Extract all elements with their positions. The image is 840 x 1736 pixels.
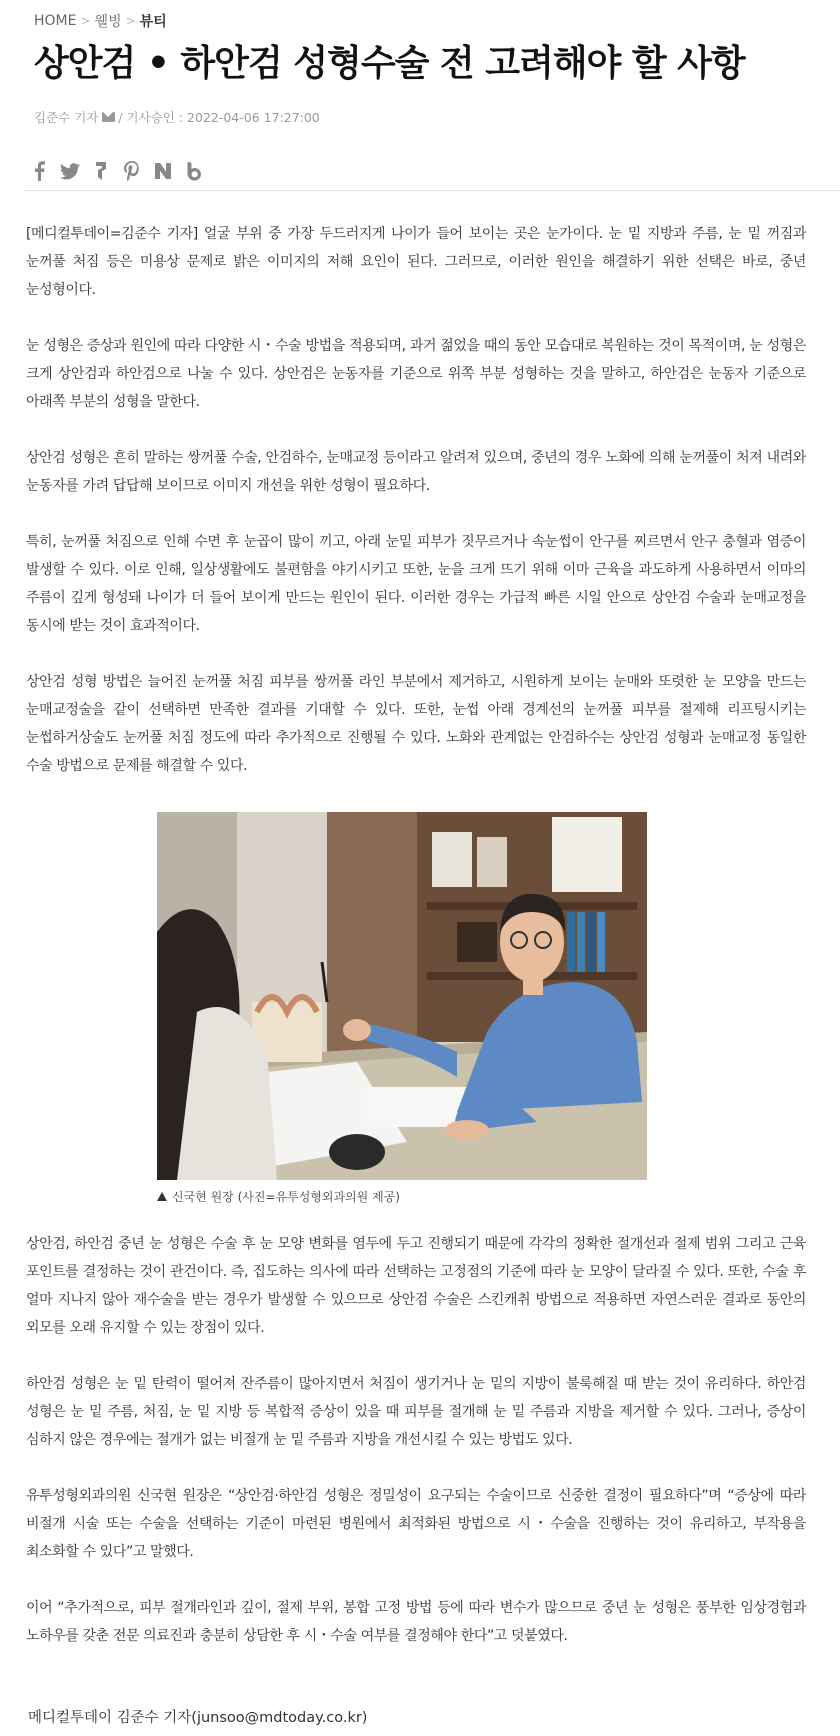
article-photo [157,812,647,1180]
article-paragraph: 상안검 성형은 흔히 말하는 쌍꺼풀 수술, 안검하수, 눈매교정 등이라고 알려져 있으며, 중년의 경우 노화에 의해 눈꺼풀이 처져 내려와 눈동자를 가려 답답해 보이므로 이미지 개선을 위한 성형이 필요하다. [26,450,806,494]
twitter-icon[interactable] [59,160,81,182]
kakaostory-icon[interactable] [90,160,112,182]
breadcrumb-home[interactable]: HOME [34,13,77,29]
facebook-icon[interactable] [28,160,50,182]
band-icon[interactable] [183,160,205,182]
article-paragraph: 상안검, 하안검 중년 눈 성형은 수술 후 눈 모양 변화를 염두에 두고 진행되기 때문에 각각의 정확한 절개선과 절제 범위 그리고 근육 포인트를 결정하는 것이 관건이다. 즉, 집도하는 의사에 따라 선택하는 고정점의 기준에 따라 눈 모양이 달라질 수 있다. 또한, 수술 후 얼마 지나지 않아 재수술을 받는 경우가 발생할 수 있으므로 상안검 수술은 스킨캐취 방법으로 적용하면 자연스러운 결과로 동안의 외모를 오래 유지할 수 있는 장점이 있다. [26,1236,806,1336]
pinterest-icon[interactable] [121,160,143,182]
article-paragraph: 눈 성형은 증상과 원인에 따라 다양한 시・수술 방법을 적용되며, 과거 젊었을 때의 동안 모습대로 복원하는 것이 목적이며, 눈 성형은 크게 상안검과 하안검으로 나눌 수 있다. 상안검은 눈동자를 기준으로 위쪽 부분 성형하는 것을 말하고, 하안검은 눈동자 기준으로 아래쪽 부분의 성형을 말한다. [26,338,806,410]
mail-icon[interactable] [102,112,115,122]
article-paragraph: 상안검 성형 방법은 늘어진 눈꺼풀 처짐 피부를 쌍꺼풀 라인 부분에서 제거하고, 시원하게 보이는 눈매와 또렷한 눈 모양을 만드는 눈매교정술을 같이 선택하면 만족한 결과를 기대할 수 있다. 또한, 눈썹 아래 경계선의 눈꺼풀 피부를 절제해 리프팅시키는 눈썹하거상술도 눈꺼풀 처짐 정도에 따라 추가적으로 진행될 수 있다. 노화와 관계없는 안검하수는 상안검 성형과 눈매교정 동일한 수술 방법으로 문제를 해결할 수 있다. [26,674,806,774]
share-bar [28,160,214,182]
article-paragraph: [메디컬투데이=김준수 기자] 얼굴 부위 중 가장 두드러지게 나이가 들어 보이는 곳은 눈가이다. 눈 밑 지방과 주름, 눈 밑 꺼짐과 눈꺼풀 처짐 등은 미용상 문제로 밝은 이미지의 저해 요인이 된다. 그러므로, 이러한 원인을 해결하기 위한 선택은 바로, 중년 눈성형이다. [26,226,806,298]
article-paragraph: 특히, 눈꺼풀 처짐으로 인해 수면 후 눈곱이 많이 끼고, 아래 눈밑 피부가 짓무르거나 속눈썹이 안구를 찌르면서 안구 충혈과 염증이 발생할 수 있다. 이로 인해, 일상생활에도 불편함을 야기시키고 또한, 눈을 크게 뜨기 위해 이마 근육을 과도하게 사용하면서 이마의 주름이 깊게 형성돼 나이가 더 들어 보이게 만드는 원인이 된다. 이러한 경우는 가급적 빠른 시일 안으로 상안검 수술과 눈매교정을 동시에 받는 것이 효과적이다. [26,534,806,634]
photo-caption [157,1187,400,1205]
breadcrumb-section[interactable]: 웰빙 [94,14,122,30]
article-paragraph: 이어 “추가적으로, 피부 절개라인과 깊이, 절제 부위, 봉합 고정 방법 등에 따라 변수가 많으므로 중년 눈 성형은 풍부한 임상경험과 노하우를 갖춘 전문 의료진과 충분히 상담한 후 시・수술 여부를 결정해야 한다”고 덧붙였다. [26,1600,806,1644]
naver-icon[interactable] [152,160,174,182]
triangle-up-icon [157,1192,167,1201]
article-meta [34,107,320,127]
breadcrumb-current[interactable]: 뷰티 [139,14,167,30]
reporter-signature: 메디컬투데이 김준수 기자(junsoo@mdtoday.co.kr) [28,1710,368,1726]
header-divider [24,190,840,191]
breadcrumb-separator: > [125,14,136,28]
article-paragraph: 유투성형외과의원 신국현 원장은 “상안검·하안검 성형은 정밀성이 요구되는 수술이므로 신중한 결정이 필요하다”며 “증상에 따라 비절개 시술 또는 수술을 선택하는 기준이 마련된 병원에서 최적화된 방법으로 시・수술을 진행하는 것이 유리하고, 부작용을 최소화할 수 있다”고 말했다. [26,1488,806,1560]
article-paragraph: 하안검 성형은 눈 밑 탄력이 떨어져 잔주름이 많아지면서 처짐이 생기거나 눈 밑의 지방이 불룩해질 때 받는 것이 유리하다. 하안검 성형은 눈 밑 주름, 처짐, 눈 밑 지방 등 복합적 증상이 있을 때 피부를 절개해 눈 밑 주름과 지방을 제거할 수 있다. 그러나, 증상이 심하지 않은 경우에는 절개가 없는 비절개 눈 밑 주름과 지방을 개선시킬 수 있는 방법도 있다. [26,1376,806,1448]
author-name[interactable]: 김준수 기자 [34,110,99,125]
breadcrumb-separator: > [80,14,91,28]
photo-caption-text: 신국현 원장 (사진=유투성형외과의원 제공) [172,1189,400,1204]
approved-date: / 기사승인 : 2022-04-06 17:27:00 [118,110,320,125]
article-title: 상안검 • 하안검 성형수술 전 고려해야 할 사항 [34,43,745,84]
breadcrumb [34,10,167,32]
